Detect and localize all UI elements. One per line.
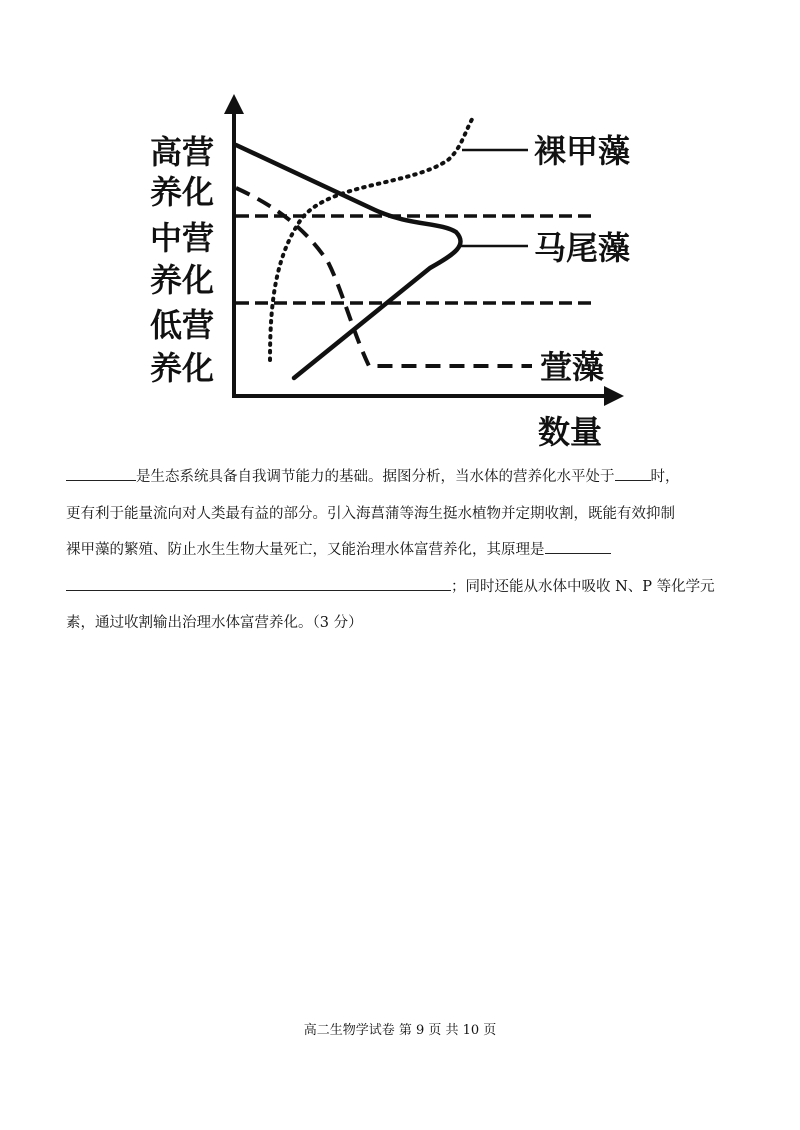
question-line-1-end: 时， [650, 469, 680, 485]
question-line-1 [66, 459, 746, 495]
y-label-high-line1: 高营 [150, 133, 215, 171]
question-line-1-text: 是生态系统具备自我调节能力的基础。据图分析，当水体的营养化水平处于 [136, 469, 615, 485]
page-footer: 高二生物学试卷 第 9 页 共 10 页 [303, 1023, 497, 1038]
question-line-4 [66, 569, 746, 605]
y-label-high-line2: 养化 [150, 173, 215, 211]
y-label-low-line2: 养化 [150, 349, 215, 387]
y-label-mid-line2: 养化 [150, 261, 215, 299]
series-label-3: 萱藻 [540, 348, 605, 386]
eutrophication-algae-figure [0, 0, 800, 460]
question-line-5 [66, 605, 746, 641]
question-line-5-text: 素，通过收割输出治理水体富营养化。（3 分） [66, 615, 363, 631]
series-label-2: 马尾藻 [534, 229, 631, 267]
series-dotted-curve [270, 116, 474, 360]
question-line-2 [66, 496, 746, 532]
answer-blank-4 [66, 576, 451, 591]
y-label-mid-line1: 中营 [150, 219, 215, 257]
question-line-4-text: ；同时还能从水体中吸收 N、P 等化学元 [451, 579, 715, 595]
answer-blank-2 [615, 466, 651, 481]
y-label-low-line1: 低营 [150, 306, 215, 344]
answer-blank-3 [545, 539, 611, 554]
question-line-2-text: 更有利于能量流向对人类最有益的部分。引入海菖蒲等海生挺水植物并定期收割，既能有效抑制 [66, 506, 675, 522]
question-line-3-text: 裸甲藻的繁殖、防止水生生物大量死亡，又能治理水体富营养化，其原理是 [66, 542, 545, 558]
y-axis-arrow [224, 94, 244, 114]
x-axis-arrow [604, 386, 624, 406]
series-label-1: 裸甲藻 [534, 132, 631, 170]
x-axis-label: 数量 [538, 413, 603, 451]
question-line-3 [66, 532, 746, 568]
answer-blank-1 [66, 466, 136, 481]
